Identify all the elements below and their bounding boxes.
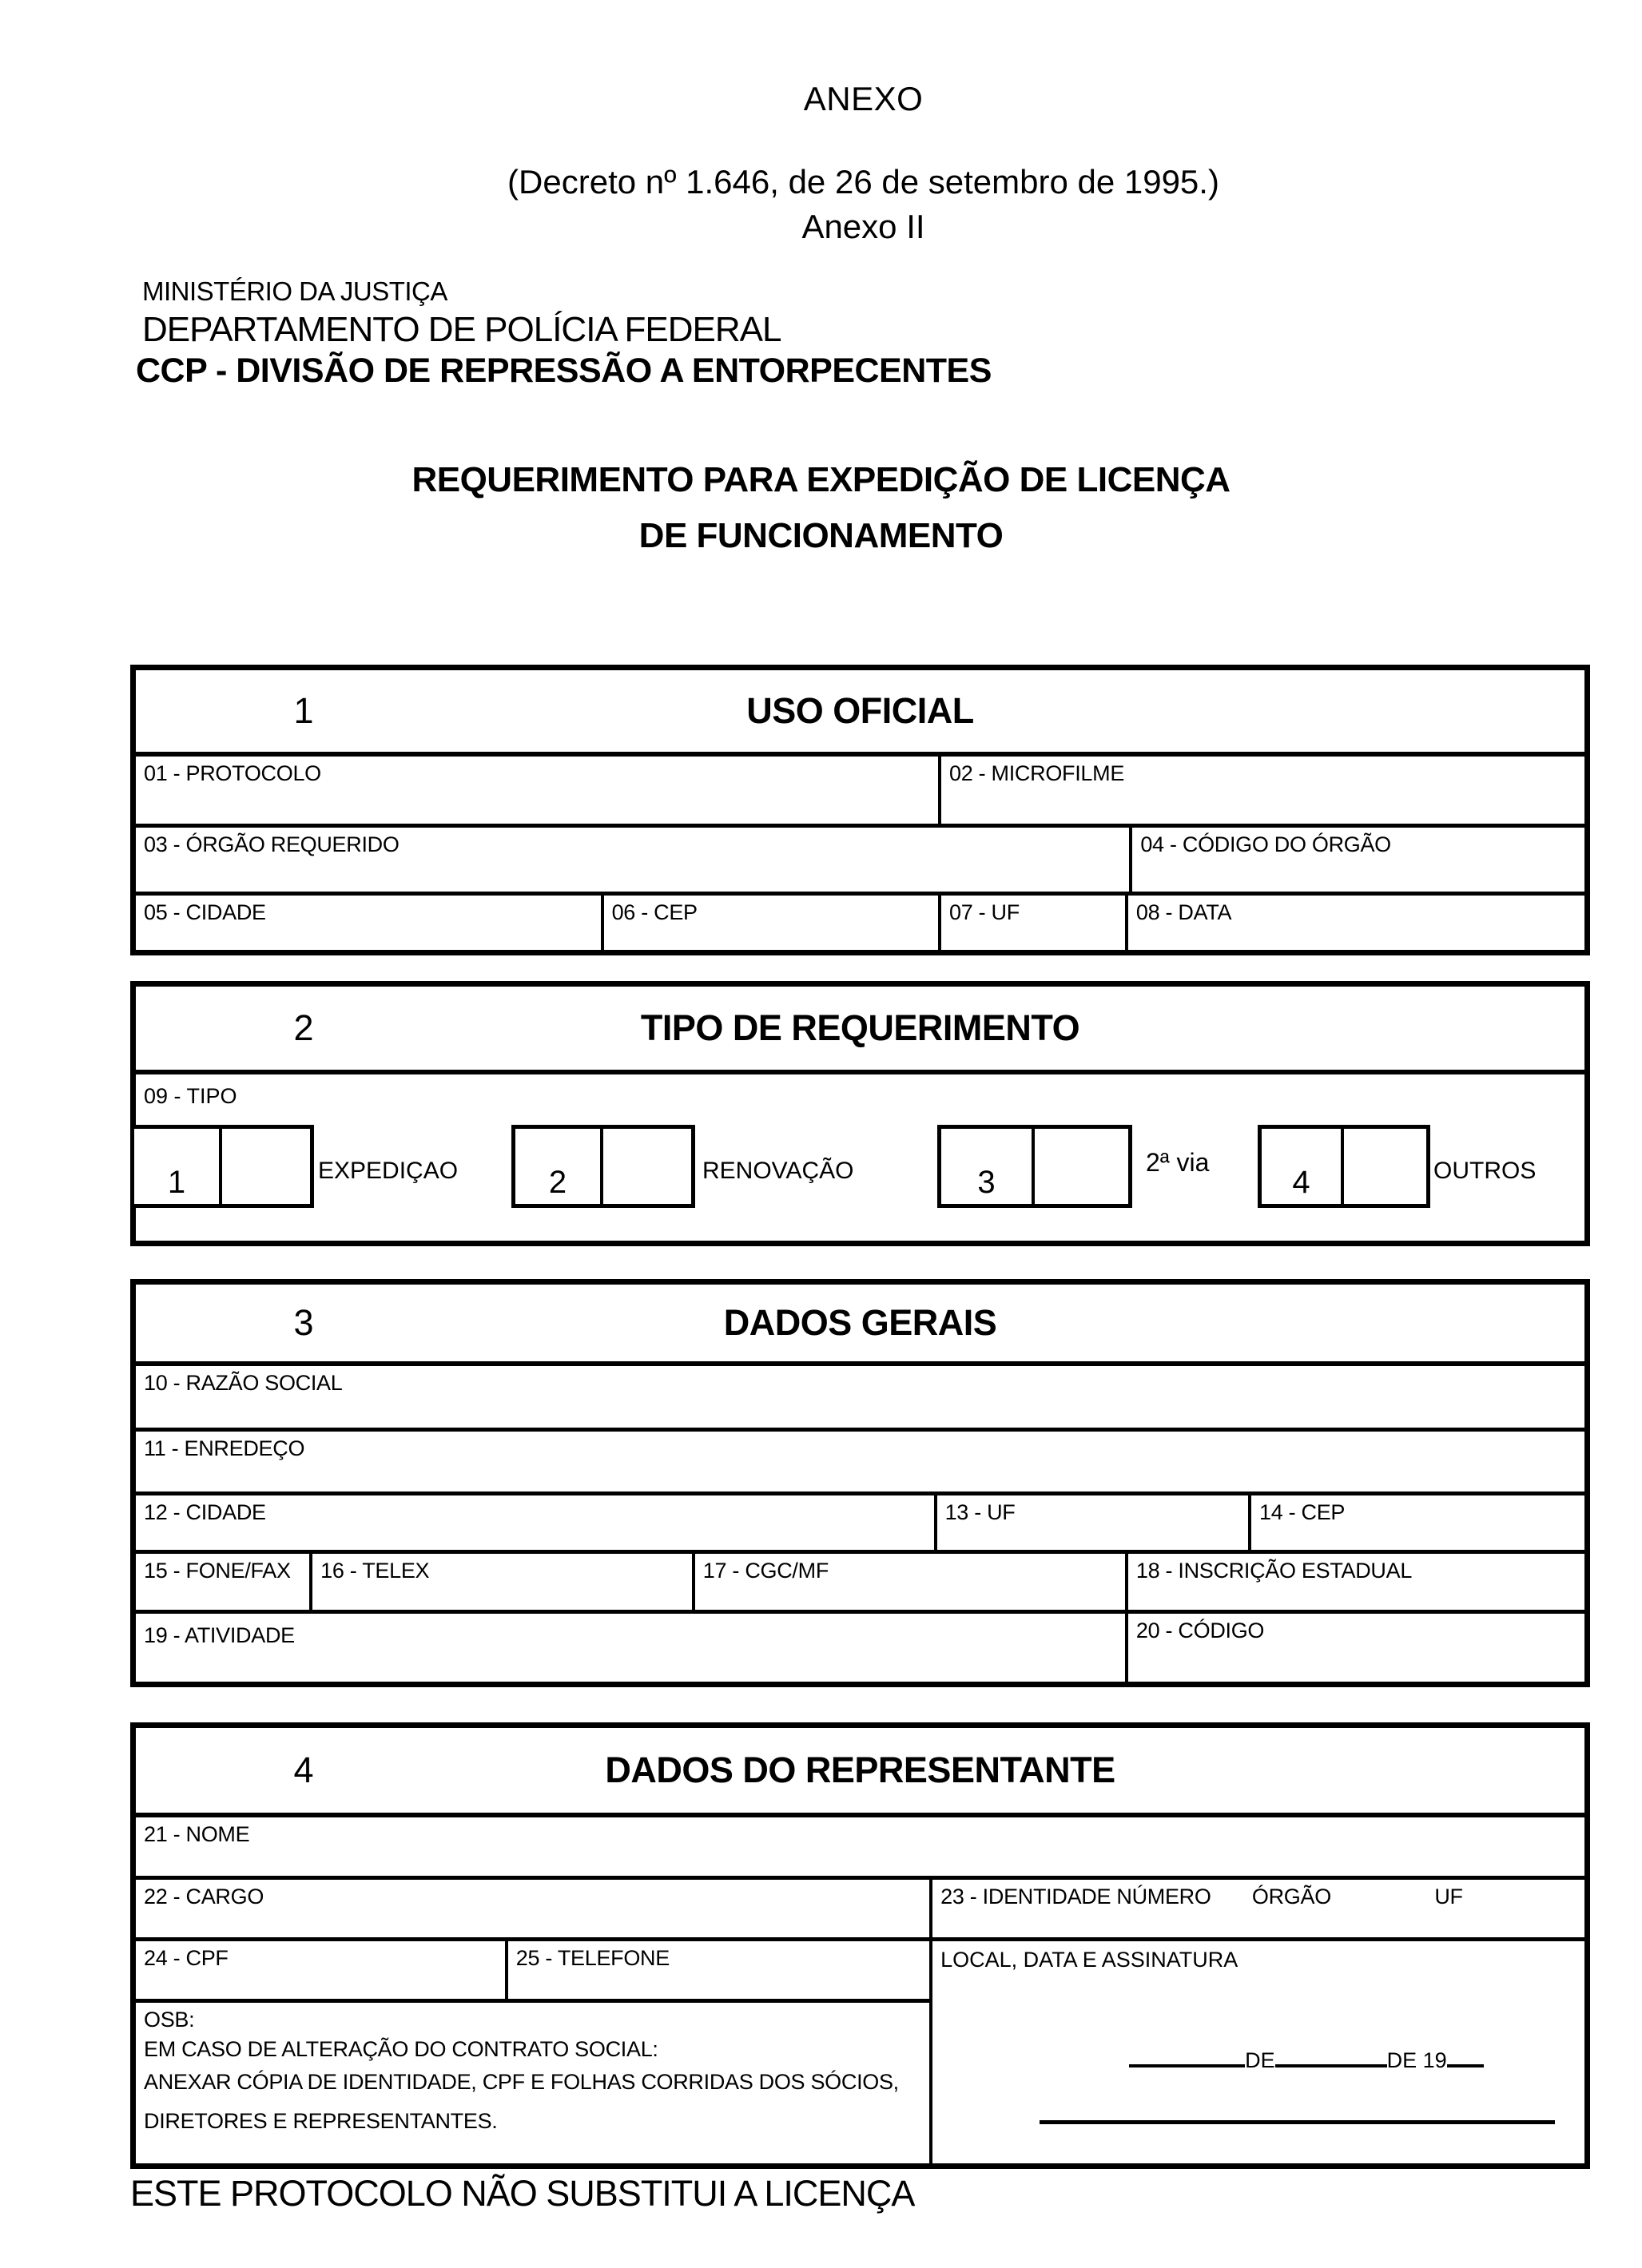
date-de2: DE 19 xyxy=(1386,2048,1447,2072)
annex-title: ANEXO xyxy=(803,80,924,117)
decree-reference: (Decreto nº 1.646, de 26 de setembro de 1995.) xyxy=(507,163,1219,201)
field-identidade-label: 23 - IDENTIDADE NÚMERO xyxy=(940,1885,1211,1909)
field-data-oficial-label: 08 - DATA xyxy=(1135,900,1232,924)
field-cgc-mf-label: 17 - CGC/MF xyxy=(702,1559,829,1583)
section-dados-representante xyxy=(130,1722,1590,2169)
section-tipo-requerimento xyxy=(130,981,1590,1246)
field-cgc-mf xyxy=(695,1554,1128,1610)
section4-header xyxy=(136,1728,1584,1817)
field-cep-oficial xyxy=(604,896,941,950)
section1-header xyxy=(136,670,1584,757)
observation-line2: EM CASO DE ALTERAÇÃO DO CONTRATO SOCIAL: xyxy=(144,2037,658,2061)
date-blank-day xyxy=(1129,2061,1245,2067)
field-protocolo xyxy=(136,757,941,824)
field-atividade-label: 19 - ATIVIDADE xyxy=(144,1623,295,1647)
field-nome-label: 21 - NOME xyxy=(144,1822,250,1846)
field-uf-oficial xyxy=(941,896,1128,950)
section-uso-oficial xyxy=(130,665,1590,955)
field-local-data-assinatura xyxy=(932,1941,1584,2163)
field-identidade-orgao-label: ÓRGÃO xyxy=(1251,1885,1331,1909)
section4-row3 xyxy=(136,1941,929,2003)
field-cidade-oficial-label: 05 - CIDADE xyxy=(144,900,266,924)
field-telex-label: 16 - TELEX xyxy=(320,1559,430,1583)
annex-subtitle: Anexo II xyxy=(801,208,925,245)
field-telefone-label: 25 - TELEFONE xyxy=(515,1946,670,1970)
section1-title: USO OFICIAL xyxy=(746,690,974,731)
section3-row3 xyxy=(136,1495,1584,1554)
footer-note: ESTE PROTOCOLO NÃO SUBSTITUI A LICENÇA xyxy=(130,2173,915,2214)
section2-title: TIPO DE REQUERIMENTO xyxy=(640,1007,1080,1048)
field-inscricao-estadual xyxy=(1128,1554,1584,1610)
field-razao-social xyxy=(136,1366,1584,1428)
section4-row2 xyxy=(136,1880,1584,1941)
field-fone-fax-label: 15 - FONE/FAX xyxy=(144,1559,291,1583)
field-uf-label: 13 - UF xyxy=(944,1500,1016,1524)
field-nome xyxy=(136,1817,1584,1876)
checkbox-segunda-via-box xyxy=(1035,1129,1128,1204)
field-codigo-orgao-label: 04 - CÓDIGO DO ÓRGÃO xyxy=(1140,832,1391,856)
department-line: DEPARTAMENTO DE POLÍCIA FEDERAL xyxy=(142,310,781,349)
section1-row1 xyxy=(136,757,1584,828)
checkbox-outros-box xyxy=(1344,1129,1426,1204)
signature-line xyxy=(1040,2120,1555,2124)
form-title-line1: REQUERIMENTO PARA EXPEDIÇÃO DE LICENÇA xyxy=(411,460,1231,499)
date-blank-year xyxy=(1447,2061,1484,2067)
section2-body xyxy=(136,1074,1584,1241)
checkbox-expedicao-box xyxy=(222,1129,310,1204)
field-microfilme xyxy=(941,757,1584,824)
section1-row2 xyxy=(136,828,1584,896)
field-uf xyxy=(937,1495,1251,1550)
section4-bottom xyxy=(136,1941,1584,2163)
checkbox-expedicao xyxy=(130,1125,314,1208)
division-line: CCP - DIVISÃO DE REPRESSÃO A ENTORPECENTES xyxy=(136,352,992,390)
section1-number: 1 xyxy=(293,690,314,731)
field-endereco-label: 11 - ENREDEÇO xyxy=(144,1436,305,1460)
field-identidade-uf-label: UF xyxy=(1434,1885,1463,1909)
section2-number: 2 xyxy=(293,1007,314,1048)
field-protocolo-label: 01 - PROTOCOLO xyxy=(144,761,321,785)
field-codigo-label: 20 - CÓDIGO xyxy=(1135,1619,1265,1642)
form-title-line2: DE FUNCIONAMENTO xyxy=(638,516,1004,555)
field-codigo xyxy=(1128,1614,1584,1682)
field-tipo-label: 09 - TIPO xyxy=(144,1084,237,1108)
field-cep-label: 14 - CEP xyxy=(1258,1500,1346,1524)
checkbox-renovacao-box xyxy=(603,1129,691,1204)
observation-line4: DIRETORES E REPRESENTANTES. xyxy=(144,2109,498,2133)
field-fone-fax xyxy=(136,1554,312,1610)
field-identidade xyxy=(932,1880,1584,1937)
section3-title: DADOS GERAIS xyxy=(723,1302,997,1343)
field-codigo-orgao xyxy=(1132,828,1584,892)
checkbox-outros xyxy=(1258,1125,1430,1208)
field-cargo-label: 22 - CARGO xyxy=(144,1885,264,1909)
field-uf-oficial-label: 07 - UF xyxy=(949,900,1020,924)
checkbox-renovacao-label: RENOVAÇÃO xyxy=(702,1158,854,1184)
checkbox-expedicao-label: EXPEDIÇAO xyxy=(318,1158,459,1184)
section4-row1 xyxy=(136,1817,1584,1880)
date-blank-month xyxy=(1275,2061,1387,2067)
field-local-data-assinatura-label: LOCAL, DATA E ASSINATURA xyxy=(940,1948,1238,1972)
field-cidade-label: 12 - CIDADE xyxy=(144,1500,266,1524)
field-telex xyxy=(312,1554,695,1610)
field-razao-social-label: 10 - RAZÃO SOCIAL xyxy=(144,1371,343,1395)
field-orgao-requerido-label: 03 - ÓRGÃO REQUERIDO xyxy=(144,832,400,856)
section2-header xyxy=(136,987,1584,1074)
checkbox-segunda-via-label: 2ª via xyxy=(1146,1148,1210,1177)
observation-line1: OSB: xyxy=(144,2008,195,2032)
date-de1: DE xyxy=(1245,2048,1275,2072)
observation-line3: ANEXAR CÓPIA DE IDENTIDADE, CPF E FOLHAS CORRIDAS DOS SÓCIOS, xyxy=(144,2070,899,2094)
field-cep xyxy=(1251,1495,1584,1550)
field-cpf-label: 24 - CPF xyxy=(144,1946,229,1970)
ministry-line: MINISTÉRIO DA JUSTIÇA xyxy=(142,276,447,306)
field-atividade xyxy=(136,1614,1128,1682)
checkbox-renovacao-number: 2 xyxy=(515,1129,603,1204)
section-dados-gerais xyxy=(130,1279,1590,1687)
field-telefone xyxy=(508,1941,929,1999)
checkbox-expedicao-number: 1 xyxy=(134,1129,222,1204)
field-cargo xyxy=(136,1880,932,1937)
section3-row1 xyxy=(136,1366,1584,1432)
field-microfilme-label: 02 - MICROFILME xyxy=(949,761,1125,785)
field-cpf xyxy=(136,1941,508,1999)
checkbox-outros-label: OUTROS xyxy=(1433,1158,1537,1184)
field-cidade xyxy=(136,1495,937,1550)
section3-number: 3 xyxy=(293,1302,314,1343)
section3-row4 xyxy=(136,1554,1584,1614)
observation-block xyxy=(136,2003,929,2163)
field-cidade-oficial xyxy=(136,896,604,950)
date-fill-line xyxy=(1129,2048,1484,2073)
checkbox-renovacao xyxy=(511,1125,695,1208)
section1-row3 xyxy=(136,896,1584,950)
section3-row2 xyxy=(136,1432,1584,1495)
checkbox-outros-number: 4 xyxy=(1262,1129,1344,1204)
section4-title: DADOS DO REPRESENTANTE xyxy=(605,1750,1115,1790)
section3-header xyxy=(136,1285,1584,1366)
section3-row5 xyxy=(136,1614,1584,1682)
section4-number: 4 xyxy=(293,1750,314,1790)
checkbox-segunda-via xyxy=(937,1125,1132,1208)
field-inscricao-estadual-label: 18 - INSCRIÇÃO ESTADUAL xyxy=(1135,1559,1413,1583)
field-data-oficial xyxy=(1128,896,1584,950)
section4-bottom-left xyxy=(136,1941,932,2163)
checkbox-segunda-via-number: 3 xyxy=(941,1129,1035,1204)
field-endereco xyxy=(136,1432,1584,1491)
field-cep-oficial-label: 06 - CEP xyxy=(611,900,698,924)
field-orgao-requerido xyxy=(136,828,1132,892)
